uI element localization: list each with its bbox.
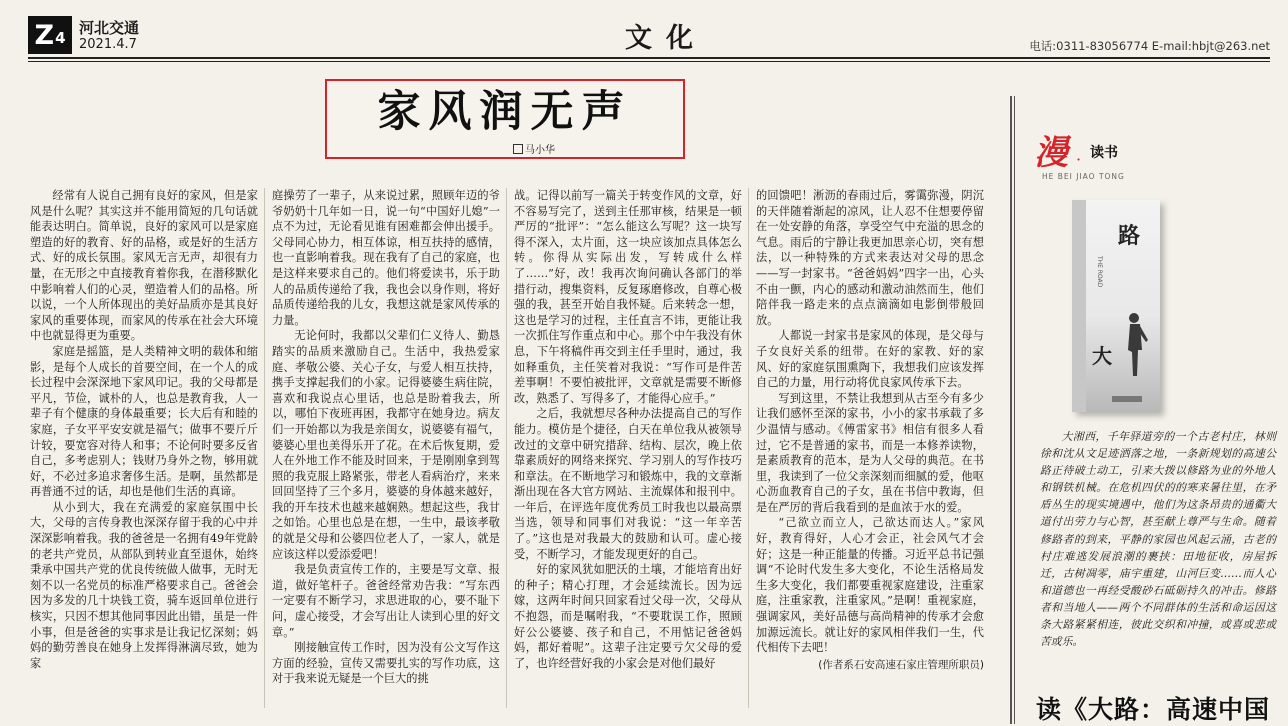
- page-letter: Z: [34, 19, 55, 51]
- issue-date: 2021.4.7: [79, 37, 137, 52]
- book-spine: [1072, 200, 1086, 412]
- paragraph: 从小到大，我在充满爱的家庭氛围中长大，父母的言传身教也深深存留于我的心中并深深影响着我。我的爸爸是一名拥有49年党龄的老共产党员，从部队到转业直至退休，始终秉承中国共产党的优良传统做人做事，无时无刻不以一名党员的标准严格要求自己。爸爸会因为多发的几十块钱工资，骑车返回单位进行核实，只因不想其他同事因此出错，虽是一件小事，但是爸爸的实事求是让我记忆深刻；妈妈的勤劳善良在她身上发挥得淋漓尽致，她为家: [30, 500, 258, 670]
- headline-box: [325, 79, 685, 159]
- paragraph: 庭操劳了一辈子，从来说过累，照顾年迈的爷爷奶奶十几年如一日，说一句“中国好儿媳”一点不为过，无论看见谁有困难都会伸出援手。父母同心协力，相互体谅，相互扶持的感情，也一直影响着我。现在我有了自己的家庭，也是这样来要求自己的。他们将爱读书，乐于助人的品质传递给了我，我也会以身作则，将好品质传递给我的儿女，我想这就是家风传承的力量。: [272, 189, 500, 327]
- column-logo: [1034, 133, 1160, 184]
- contact-info: 电话:0311-83056774 E-mail:hbjt@263.net: [1029, 39, 1270, 53]
- paragraph: 家庭是摇篮，是人类精神文明的载体和缩影，是每个人成长的首要空间，在一个人的成长过程中会深深地下家风印记。我的父母都是平凡，节俭，诚朴的人，也总是教育我，人一辈子有个健康的身体最重要；长大后有和睦的家庭，子女平平安安就是福气；做事不要斤斤计较，要宽容对待人和事；不论何时要多反省自己，多考虑别人；钱财乃身外之物，够用就好，不必过多追求奢侈生活。是啊，虽然都是再普通不过的话，却也是他们生活的真谛。: [30, 344, 258, 499]
- article-column-3: [514, 188, 742, 712]
- next-article-headline: 读《大路：高速中国: [1036, 695, 1271, 724]
- author-name: 马小华: [525, 145, 555, 156]
- article-byline: (作者系石安高速石家庄管理所职员): [818, 658, 984, 671]
- paragraph: 人都说一封家书是家风的体现，是父母与子女良好关系的纽带。在好的家教、好的家风、好的家庭氛围熏陶下，我想我们应该发挥自己的力量，用行动将优良家风传承下去。: [756, 329, 984, 390]
- column-divider: [748, 188, 749, 708]
- paragraph: 战。记得以前写一篇关于转变作风的文章，好不容易写完了，送到主任那审核，结果是一顿严厉的“批评”：“怎么能这么写呢？这一块写得不深入，太片面，这一块应该加点具体怎么转。你得从实际出发，写转成什么样了……”好，改！我再次询问确认各部门的举措行动，搜集资料，反复琢磨修改，自尊心极强的我，甚至开始自我怀疑。后来转念一想，这也是学习的过程，主任直言不讳，更能让我一次抓住写作重点和中心。那个中午我没有休息，下午将稿件再交到主任手里时，通过，我如释重负，主任笑着对我说：“写作可是件苦差事啊！不要怕被批评，文章就是需要不断修改，熟悉了、写得多了，才能得心应手。”: [514, 189, 742, 405]
- sidebar-rule: [1010, 96, 1012, 724]
- paragraph: 经常有人说自己拥有良好的家风，但是家风是什么呢？其实这并不能用简短的几句话就能表达明白。简单说，良好的家风可以是家庭塑造的好的教育、好的品格，或是好的生活方式、好的成长氛围。家风无言无声，却很有力量，在无形之中直接教育着你我，在潜移默化中影响着人们的心灵，塑造着人们的品格。所以说，一个人所体现出的美好品质亦是其良好家风的重要体现，而家风的传承在社会大环境中也就显得更为重要。: [30, 189, 258, 343]
- book-cover-image: [1072, 200, 1160, 412]
- paragraph: 写到这里，不禁让我想到从古至今有多少让我们感怀至深的家书，小小的家书承载了多少温情与感动。《傅雷家书》相信有很多人看过，它不是普通的家书，而是一本修养读物，是素质教育的范本，是为人父母的典范。在书里，我读到了一位父亲深刻而细腻的爱，他呕心沥血教育自己的子女，虽在书信中教诲，但是在严厉的背后我看到的是血浓于水的爱。: [756, 391, 984, 514]
- author-box-icon: [513, 144, 523, 154]
- paragraph: 无论何时，我都以父辈们仁义待人、勤恳踏实的品质来激励自己。生活中，我热爱家庭、孝敬公婆、关心子女，与爱人相互扶持，携手支撑起我们的小家。记得婆婆生病住院，喜欢和我说点心里话，也总是盼着我去，所以，哪怕下夜班再困，我都守在她身边。病友们一开始都以为我是亲闺女，说婆婆有福气，婆婆心里也美得乐开了花。在术后恢复期，爱人在外地工作不能及时回来，于是刚刚拿到驾照的我克服上路紧张，带老人看病治疗，来来回回坚持了三个多月，婆婆的身体越来越好，我的开车技术也越来越娴熟。想起这些，我甘之如饴。心里也总是在想，一生中，最该孝敬的就是父母和公婆四位老人了，一家人，就是应该这样以爱添爱吧！: [272, 329, 500, 561]
- sidebar-rule-thin: [1014, 96, 1015, 724]
- paragraph: 我是负责宣传工作的，主要是写文章、报道，做好笔杆子。爸爸经常劝告我：“写东西一定要有不断学习，求思进取的心，要不耻下问，虚心接受，才会写出让人读到心里的好文章。”: [272, 563, 500, 639]
- logo-text: 读书: [1090, 145, 1118, 161]
- paragraph: 大湘西，千年驿道旁的一个古老村庄，林则徐和沈从文足迹洒落之地，一条新规划的高速公路正待破土动工，引来大拨以修路为业的外地人和钢铁机械。在危机四伏的的寒来暑往里，在矛盾丛生的现实境遇中，他们为这条昂贵的通衢大道付出劳力与心智，甚至献上尊严与生命。随着修路者的到来，平静的家园也风起云涌，古老的村庄难逃发展浪潮的裹挟：田地征收，房屋拆迁，古树凋零，庙宇重建，山河巨变……而人心和道德也一再经受酸砂石砥砺持久的冲击。修路者和当地人——两个不同群体的生活和命运因这条大路紧紧相连，彼此交织和冲撞，或喜或悲或苦或乐。: [1040, 430, 1276, 649]
- book-review-blurb: [1040, 428, 1276, 650]
- walking-figure-icon: [1116, 310, 1150, 380]
- page-number: 4: [55, 29, 66, 47]
- logo-dot: ·: [1076, 150, 1082, 169]
- section-title: 文化: [625, 23, 707, 54]
- column-divider: [264, 188, 265, 708]
- paragraph: 好的家风犹如肥沃的土壤，才能培育出好的种子；精心打理，才会延续流长。因为远嫁，这两年时间只回家看过父母一次，父母从不抱怨，而是嘱咐我，“不要耽误工作，照顾好公公婆婆、孩子和自己，不用惦记爸爸妈妈，都好着呢”。这辈子注定要亏欠父母的爱了，也许经营好我的小家会是对他们最好: [514, 563, 742, 670]
- article-column-2: [272, 188, 500, 712]
- paragraph: 之后，我就想尽各种办法提高自己的写作能力。模仿是个捷径，白天在单位我从被领导改过的文章中研究措辞、结构、层次，晚上依靠素质好的网络来探究、学习别人的写作技巧和章法。在不断地学习和锻炼中，我的文章渐渐出现在各大官方网站、主流媒体和报刊中。一年后，在评选年度优秀员工时我也以最高票当选，领导和同事们对我说：“这一年辛苦了。”这也是对我最大的鼓励和认可。虚心接受，不断学习，才能发现更好的自己。: [514, 407, 742, 561]
- paragraph: “己欲立而立人，己欲达而达人。”家风好，教育得好，人心才会正，社会风气才会好；这是一种正能量的传播。习近平总书记强调“不论时代发生多大变化，不论生活格局发生多大变化，我们都要重视家庭建设，注重家庭，注重家教，注重家风。”是啊！重视家庭，强调家风，美好品德与高尚精神的传承才会愈加源远流长。就让好的家风相伴我们一生，代代相传下去吧！: [756, 516, 984, 655]
- paragraph: 刚接触宣传工作时，因为没有公文写作这方面的经验，宣传又需要扎实的写作功底，这对于我来说无疑是一个巨大的挑: [272, 641, 500, 686]
- article-title: 家风润无声: [377, 87, 633, 137]
- article-column-1: [30, 188, 258, 712]
- page-number-badge: [28, 16, 72, 54]
- column-divider: [506, 188, 507, 708]
- book-title-top: 路: [1118, 224, 1141, 249]
- logo-pinyin: HE BEI JIAO TONG: [1042, 172, 1125, 181]
- logo-main-char: 漫: [1034, 133, 1068, 173]
- article-column-4: [756, 188, 984, 712]
- article-author: [513, 141, 555, 156]
- newspaper-name: 河北交通: [79, 19, 140, 37]
- book-publisher-mark: [1112, 396, 1142, 402]
- page-header: [0, 0, 1288, 60]
- book-subtitle-en: THE ROAD: [1096, 256, 1103, 288]
- book-title-bottom: 大: [1092, 344, 1112, 368]
- header-rule: [28, 57, 1270, 59]
- header-rule-thin: [28, 61, 1270, 62]
- paragraph: 的回馈吧！淅沥的春雨过后，雾霭弥漫，阴沉的天伴随着渐起的凉风，让人忍不住想要停留在一处安静的角落，享受空气中充溢的思念的气息。雨后的宁静让我更加思亲心切，突有想法，以一种特殊的方式来表达对父母的思念——写一封家书。“爸爸妈妈”四字一出，心头不由一颤，内心的感动和激动油然而生，他们陪伴我一路走来的点点滴滴如电影倒带般回放。: [756, 189, 984, 327]
